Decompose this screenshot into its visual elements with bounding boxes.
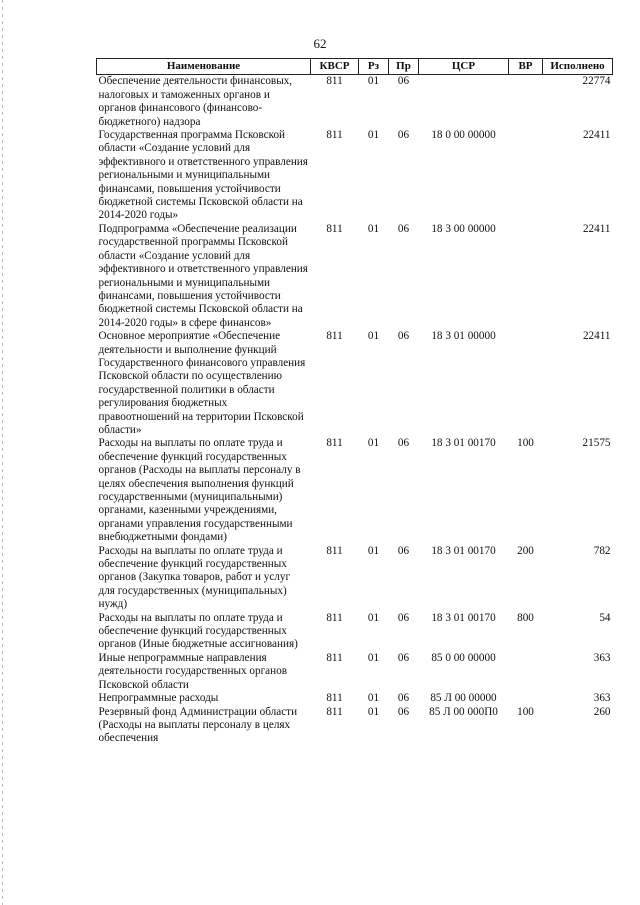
table-row: [97, 612, 613, 652]
page-number: 62: [313, 36, 327, 51]
row-rz: 01: [367, 651, 380, 664]
row-pr: 06: [397, 75, 410, 88]
row-vr: [509, 330, 543, 437]
row-vr: 100: [517, 437, 534, 450]
row-kvsr: 811: [326, 651, 343, 664]
table-row: [97, 652, 613, 692]
row-pr: 06: [397, 705, 410, 718]
row-csr: 85 0 00 00000: [431, 651, 496, 664]
row-kvsr: 811: [326, 129, 343, 142]
row-pr: 06: [397, 437, 410, 450]
row-pr: 06: [397, 692, 410, 705]
row-rz: 01: [367, 222, 380, 235]
row-done: 22774: [582, 75, 611, 88]
row-done: 22411: [582, 129, 611, 142]
row-kvsr: 811: [326, 544, 343, 557]
row-csr: 85 Л 00 000П0: [429, 705, 498, 718]
header-done: Исполнено: [543, 59, 613, 75]
table-row: [97, 692, 613, 705]
row-done: 54: [599, 611, 611, 624]
table-row: [97, 706, 613, 746]
row-csr: 18 0 00 00000: [431, 129, 496, 142]
row-done: 782: [593, 544, 611, 557]
row-name: Обеспечение деятельности финансовых, налоговых и таможенных органов и органов финансового (финансово-бюджетного) надзора: [98, 75, 293, 128]
header-kvsr: КВСР: [311, 59, 359, 75]
row-rz: 01: [367, 544, 380, 557]
row-done: 363: [593, 692, 611, 705]
row-pr: 06: [397, 544, 410, 557]
row-vr: [509, 75, 543, 129]
table-row: [97, 437, 613, 544]
row-vr: [509, 652, 543, 692]
row-kvsr: 811: [326, 692, 343, 705]
row-kvsr: 811: [326, 330, 343, 343]
row-rz: 01: [367, 75, 380, 88]
row-name: Расходы на выплаты по оплате труда и обеспечение функций государственных органов (Иные бюджетные ассигнования): [98, 611, 298, 651]
row-rz: 01: [367, 330, 380, 343]
table-row: [97, 545, 613, 612]
table-row: [97, 75, 613, 129]
row-done: 21575: [582, 437, 611, 450]
row-csr: 18 3 01 00170: [431, 437, 496, 450]
row-csr: [419, 75, 509, 129]
table-row: [97, 223, 613, 330]
row-pr: 06: [397, 651, 410, 664]
row-vr: [509, 129, 543, 223]
header-rz: Рз: [359, 59, 389, 75]
row-pr: 06: [397, 611, 410, 624]
row-vr: 800: [517, 611, 534, 624]
budget-table: [96, 58, 613, 746]
header-pr: Пр: [389, 59, 419, 75]
row-pr: 06: [397, 330, 410, 343]
row-pr: 06: [397, 222, 410, 235]
row-vr: 200: [517, 544, 534, 557]
row-name: Расходы на выплаты по оплате труда и обеспечение функций государственных органов (Закупка товаров, работ и услуг для государственных (муниципальных) нужд): [98, 544, 291, 611]
row-rz: 01: [367, 611, 380, 624]
header-name: Наименование: [97, 59, 311, 75]
row-kvsr: 811: [326, 437, 343, 450]
row-name: Подпрограмма «Обеспечение реализации государственной программы Псковской области «Создание условий для эффективного и ответственного управления региональными и муниципальными финансами, повышения устойчивости бюджетной системы Псковской области на 2014-2020 годы» в сфере финансов»: [98, 222, 308, 329]
row-csr: 18 3 01 00000: [431, 330, 496, 343]
row-name: Основное мероприятие «Обеспечение деятельности и выполнение функций Государственного финансового управления Псковской области по осуществлению государственной политики в области регулирования бюджетных правоотношений на территории Псковской области»: [98, 330, 306, 436]
row-rz: 01: [367, 705, 380, 718]
row-done: 260: [593, 705, 611, 718]
table-header-row: [97, 59, 613, 75]
row-done: 22411: [582, 222, 611, 235]
row-rz: 01: [367, 692, 380, 705]
row-pr: 06: [397, 129, 410, 142]
row-vr: [509, 692, 543, 705]
row-name: Иные непрограммные направления деятельности государственных органов Псковской области: [98, 651, 288, 691]
header-vr: ВР: [509, 59, 543, 75]
row-kvsr: 811: [326, 705, 343, 718]
row-csr: 18 3 01 00170: [431, 611, 496, 624]
row-rz: 01: [367, 129, 380, 142]
row-csr: 18 3 00 00000: [431, 222, 496, 235]
row-done: 363: [593, 651, 611, 664]
row-done: 22411: [582, 330, 611, 343]
row-name: Резервный фонд Администрации области (Расходы на выплаты персоналу в целях обеспечения: [98, 705, 298, 745]
row-csr: 18 3 01 00170: [431, 544, 496, 557]
row-kvsr: 811: [326, 75, 343, 88]
header-csr: ЦСР: [419, 59, 509, 75]
row-kvsr: 811: [326, 222, 343, 235]
row-name: Расходы на выплаты по оплате труда и обеспечение функций государственных органов (Расходы на выплаты персоналу в целях обеспечения выполнения функций государственными (муниципальными) органами, казенными учреждениями, органами управления государственными внебюджетными фондами): [98, 437, 301, 544]
row-name: Государственная программа Псковской области «Создание условий для эффективного и ответственного управления региональными и муниципальными финансами, повышения устойчивости бюджетной системы Псковской области на 2014-2020 годы»: [98, 129, 308, 222]
row-vr: 100: [517, 705, 534, 718]
row-kvsr: 811: [326, 611, 343, 624]
scan-edge: [2, 0, 3, 905]
table-row: [97, 330, 613, 437]
row-name: Непрограммные расходы: [98, 692, 219, 705]
row-csr: 85 Л 00 00000: [430, 692, 497, 705]
row-rz: 01: [367, 437, 380, 450]
row-vr: [509, 223, 543, 330]
table-row: [97, 129, 613, 223]
